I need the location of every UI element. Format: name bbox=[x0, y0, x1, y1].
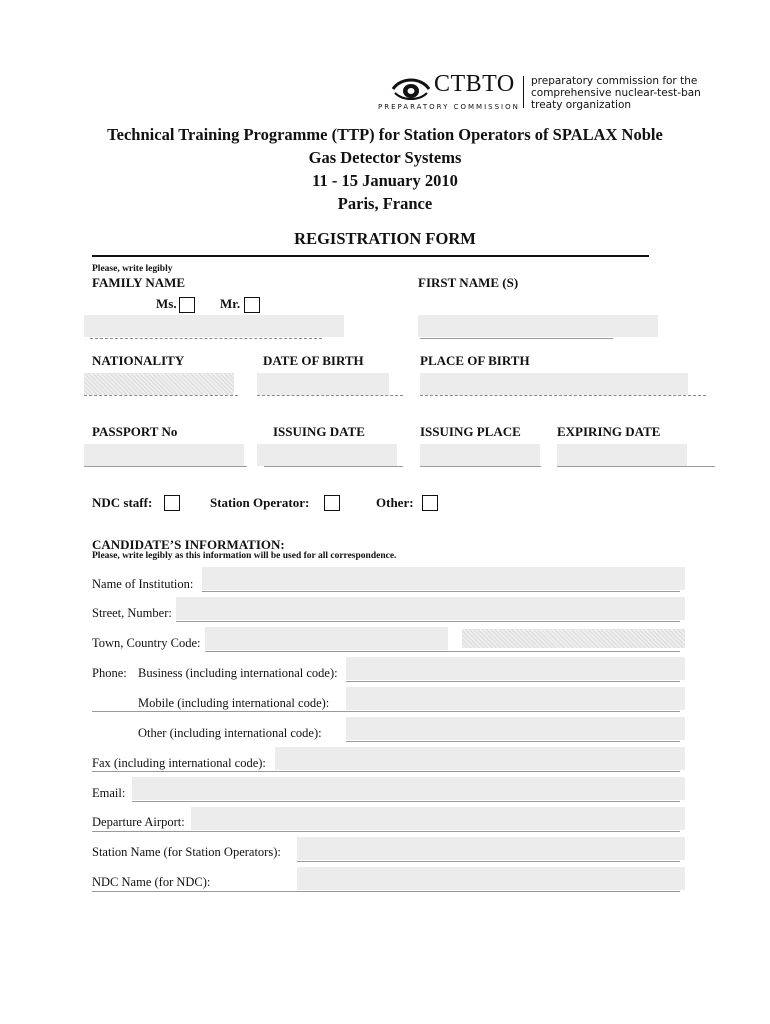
write-legibly-note: Please, write legibly bbox=[92, 264, 173, 274]
mr-checkbox[interactable] bbox=[244, 297, 260, 313]
mobile-phone-field[interactable] bbox=[346, 687, 685, 710]
other-phone-label: Other (including international code): bbox=[138, 726, 322, 740]
fax-label: Fax (including international code): bbox=[92, 756, 266, 770]
nationality-field[interactable] bbox=[84, 373, 234, 395]
ndc-name-line bbox=[92, 891, 680, 892]
ms-label: Ms. bbox=[156, 296, 177, 311]
ndc-staff-label: NDC staff: bbox=[92, 495, 153, 510]
first-name-line bbox=[420, 338, 613, 339]
institution-field[interactable] bbox=[202, 567, 685, 590]
other-checkbox[interactable] bbox=[422, 495, 438, 511]
airport-line bbox=[92, 831, 680, 832]
form-title: REGISTRATION FORM bbox=[294, 229, 476, 248]
passport-no-label: PASSPORT No bbox=[92, 424, 178, 439]
issuing-place-field[interactable] bbox=[420, 444, 540, 466]
station-operator-label: Station Operator: bbox=[210, 495, 310, 510]
email-label: Email: bbox=[92, 786, 126, 800]
candidate-note: Please, write legibly as this information will be used for all correspondence. bbox=[92, 551, 397, 561]
ndc-name-label: NDC Name (for NDC): bbox=[92, 875, 211, 889]
town-label: Town, Country Code: bbox=[92, 636, 201, 650]
place-of-birth-label: PLACE OF BIRTH bbox=[420, 353, 530, 368]
title-line-4: Paris, France bbox=[337, 194, 433, 213]
title-rule bbox=[92, 255, 649, 257]
family-name-line bbox=[90, 338, 322, 339]
institution-label: Name of Institution: bbox=[92, 577, 194, 591]
date-of-birth-line bbox=[257, 395, 403, 396]
expiring-date-field[interactable] bbox=[557, 444, 687, 466]
issuing-place-line bbox=[420, 466, 541, 467]
email-field[interactable] bbox=[132, 777, 685, 800]
passport-no-field[interactable] bbox=[84, 444, 244, 466]
town-line bbox=[205, 651, 680, 652]
passport-no-line bbox=[84, 466, 247, 467]
business-phone-label: Business (including international code): bbox=[138, 666, 338, 680]
airport-label: Departure Airport: bbox=[92, 815, 185, 829]
street-line bbox=[176, 621, 680, 622]
business-phone-field[interactable] bbox=[346, 657, 685, 680]
other-label: Other: bbox=[376, 495, 414, 510]
mobile-phone-label: Mobile (including international code): bbox=[138, 696, 330, 710]
date-of-birth-field[interactable] bbox=[257, 373, 389, 395]
title-line-3: 11 - 15 January 2010 bbox=[312, 171, 458, 190]
mobile-phone-line bbox=[92, 711, 680, 712]
issuing-date-label: ISSUING DATE bbox=[273, 424, 365, 439]
country-code-field[interactable] bbox=[462, 629, 685, 648]
airport-field[interactable] bbox=[191, 807, 685, 830]
town-field[interactable] bbox=[205, 627, 448, 650]
fax-field[interactable] bbox=[275, 747, 685, 770]
issuing-place-label: ISSUING PLACE bbox=[420, 424, 521, 439]
eye-logo-icon bbox=[391, 75, 431, 101]
station-name-label: Station Name (for Station Operators): bbox=[92, 845, 281, 859]
place-of-birth-field[interactable] bbox=[420, 373, 688, 395]
logo-text: CTBTO bbox=[434, 71, 515, 97]
station-name-field[interactable] bbox=[297, 837, 685, 860]
first-name-field[interactable] bbox=[418, 315, 658, 337]
org-line-3: treaty organization bbox=[531, 99, 632, 111]
email-line bbox=[132, 801, 680, 802]
title-line-1: Technical Training Programme (TTP) for Station Operators of SPALAX Noble bbox=[107, 125, 663, 144]
business-phone-line bbox=[346, 681, 680, 682]
nationality-label: NATIONALITY bbox=[92, 353, 185, 368]
issuing-date-field[interactable] bbox=[257, 444, 397, 466]
family-name-label: FAMILY NAME bbox=[92, 275, 186, 290]
mr-label: Mr. bbox=[220, 296, 241, 311]
logo-divider bbox=[523, 76, 524, 108]
station-name-line bbox=[297, 861, 680, 862]
first-name-label: FIRST NAME (S) bbox=[418, 275, 519, 290]
phone-label: Phone: bbox=[92, 666, 127, 680]
institution-line bbox=[202, 591, 680, 592]
candidate-heading: CANDIDATE’S INFORMATION: bbox=[92, 537, 285, 552]
fax-line bbox=[92, 771, 680, 772]
street-field[interactable] bbox=[176, 597, 685, 620]
ms-checkbox[interactable] bbox=[179, 297, 195, 313]
ctbto-logo bbox=[376, 71, 716, 114]
date-of-birth-label: DATE OF BIRTH bbox=[263, 353, 364, 368]
other-phone-line bbox=[346, 741, 680, 742]
family-name-field[interactable] bbox=[84, 315, 344, 337]
station-operator-checkbox[interactable] bbox=[324, 495, 340, 511]
place-of-birth-line bbox=[420, 395, 706, 396]
street-label: Street, Number: bbox=[92, 606, 172, 620]
nationality-line bbox=[84, 395, 238, 396]
logo-subtitle: PREPARATORY COMMISSION bbox=[378, 103, 520, 111]
org-line-2: comprehensive nuclear-test-ban bbox=[531, 87, 701, 99]
expiring-date-line bbox=[557, 466, 715, 467]
other-phone-field[interactable] bbox=[346, 717, 685, 740]
issuing-date-line bbox=[264, 466, 403, 467]
ndc-name-field[interactable] bbox=[297, 867, 685, 890]
ndc-staff-checkbox[interactable] bbox=[164, 495, 180, 511]
title-line-2: Gas Detector Systems bbox=[308, 148, 462, 167]
expiring-date-label: EXPIRING DATE bbox=[557, 424, 661, 439]
org-line-1: preparatory commission for the bbox=[531, 75, 698, 87]
